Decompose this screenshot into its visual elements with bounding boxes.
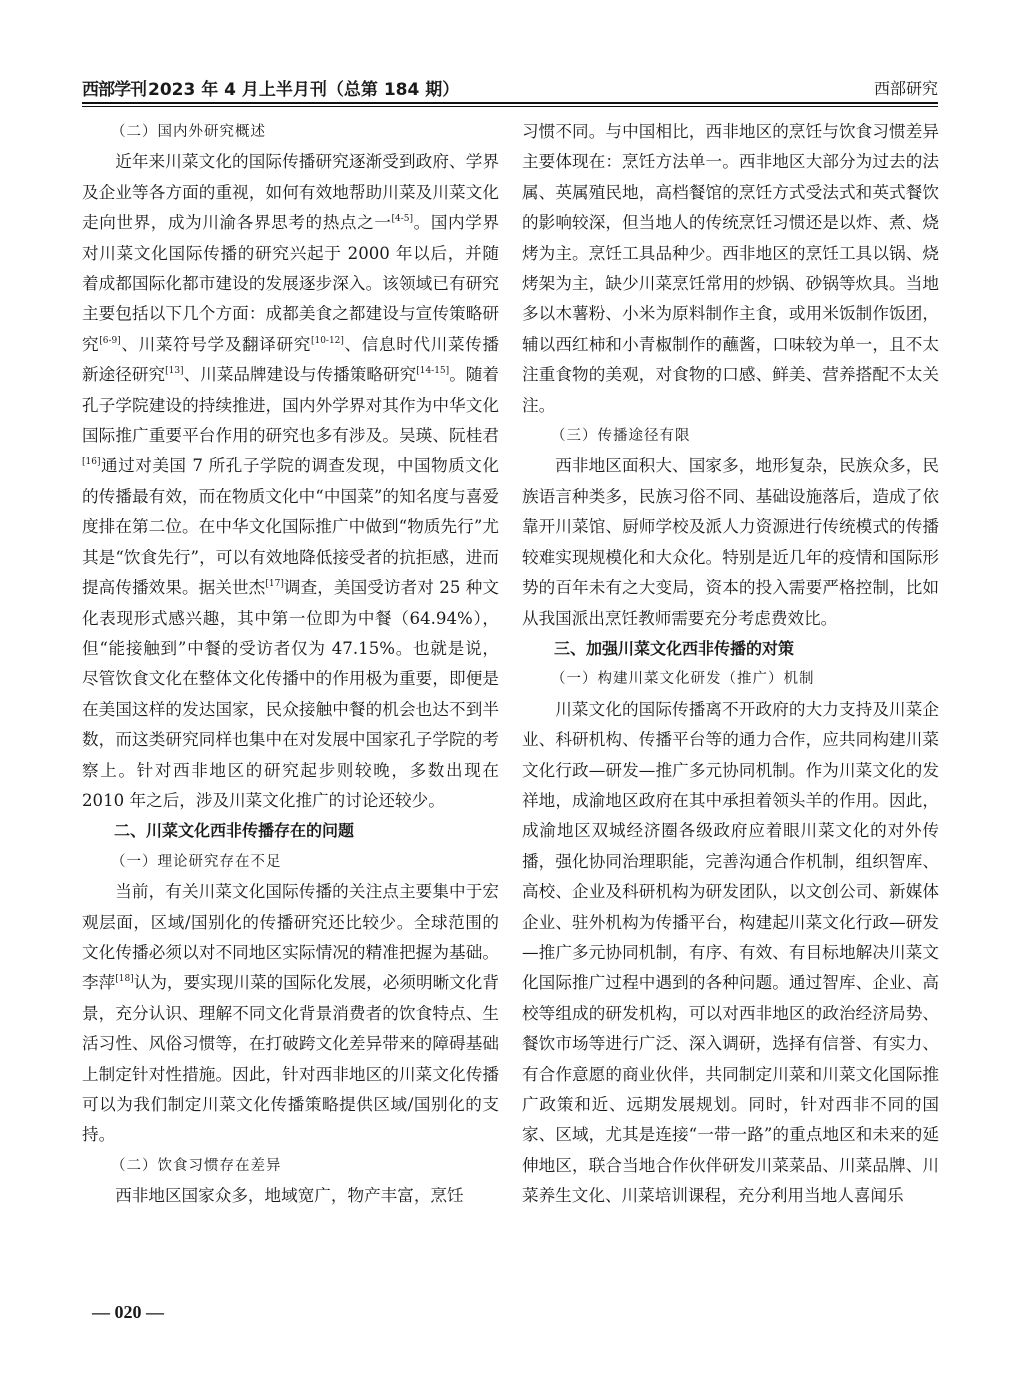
page-header <box>82 72 938 102</box>
page-number: — 020 — <box>92 1302 164 1322</box>
header-rule-thin <box>82 106 938 107</box>
citation: [16] <box>82 457 101 468</box>
citation: [4-5] <box>391 214 414 225</box>
header-left <box>82 75 459 100</box>
paragraph: 川菜文化的国际传播离不开政府的大力支持及川菜企业、科研机构、传播平台等的通力合作，应共同构建川菜文化行政—研发—推广多元协同机制。作为川菜文化的发祥地，成渝地区政府在其中承担着领头羊的作用。因此，成渝地区双城经济圈各级政府应着眼川菜文化的对外传播，强化协同治理职能，完善沟通合作机制，组织智库、高校、企业及科研机构为研发团队，以文创公司、新媒体企业、驻外机构为传播平台，构建起川菜文化行政—研发—推广多元协同机制，有序、有效、有目标地解决川菜文化国际推广过程中遇到的各种问题。通过智库、企业、高校等组成的研发机构，可以对西非地区的政治经济局势、餐饮市场等进行广泛、深入调研，选择有信誉、有实力、有合作意愿的商业伙伴，共同制定川菜和川菜文化国际推广政策和近、远期发展规划。同时，针对西非不同的国家、区域，尤其是连接“一带一路”的重点地区和未来的延伸地区，联合当地合作伙伴研发川菜菜品、川菜品牌、川菜养生文化、川菜培训课程，充分利用当地人喜闻乐 <box>522 699 939 1206</box>
header-rule <box>82 102 938 104</box>
paragraph: 西非地区国家众多，地域宽广，物产丰富，烹饪 <box>115 1186 464 1206</box>
paragraph-continued: 习惯不同。与中国相比，西非地区的烹饪与饮食习惯差异主要体现在：烹饪方法单一。西非地区大部分为过去的法属、英属殖民地，高档餐馆的烹饪方式受法式和英式餐饮的影响较深，但当地人的传统烹饪习惯还是以炸、煮、烧烤为主。烹饪工具品种少。西非地区的烹饪工具以锅、烧烤架为主，缺少川菜烹饪常用的炒锅、砂锅等炊具。当地多以木薯粉、小米为原料制作主食，或用米饭制作饭团，辅以西红柿和小青椒制作的蘸酱，口味较为单一，且不太注重食物的美观，对食物的口感、鲜美、营养搭配不太关注。 <box>522 122 939 415</box>
subsection-heading: （一）构建川菜文化研发（推广）机制 <box>551 671 815 688</box>
citation: [18] <box>115 974 134 985</box>
journal-logo: 西部学刊 <box>82 79 146 100</box>
paragraph: 西非地区面积大、国家多，地形复杂，民族众多，民族语言种类多，民族习俗不同、基础设施落后，造成了依靠开川菜馆、厨师学校及派人力资源进行传统模式的传播较难实现规模化和大众化。特别是近几年的疫情和国际形势的百年未有之大变局，资本的投入需要严格控制，比如从我国派出烹饪教师需要充分考虑费效比。 <box>522 456 939 628</box>
citation: [17] <box>265 579 284 590</box>
citation: [10-12] <box>310 335 344 346</box>
paragraph: 近年来川菜文化的国际传播研究逐渐受到政府、学界及企业等各方面的重视，如何有效地帮助川菜及川菜文化走向世界，成为川渝各界思考的热点之一[4-5]。国内学界对川菜文化国际传播的研究兴起于 2000 年以后，并随着成都国际化都市建设的发展逐步深入。该领域已有研究主要包括以下几个方面：成都美食之都建设与宣传策略研究[6-9]、川菜符号学及翻译研究[10-12]、信息时代川菜传播新途径研究[13]、川菜品牌建设与传播策略研究[14-15]。随着孔子学院建设的持续推进，国内外学界对其作为中华文化国际推广重要平台作用的研究也多有涉及。吴瑛、阮桂君[16]通过对美国 7 所孔子学院的调查发现，中国物质文化的传播最有效，而在物质文化中“中国菜”的知名度与喜爱度排在第二位。在中华文化国际推广中做到“物质先行”尤其是“饮食先行”，可以有效地降低接受者的抗拒感，进而提高传播效果。据关世杰[17]调查，美国受访者对 25 种文化表现形式感兴趣，其中第一位即为中餐（64.94%），但“能接触到”中餐的受访者仅为 47.15%。也就是说，尽管饮食文化在整体文化传播中的作用极为重要，即便是在美国这样的发达国家，民众接触中餐的机会也达不到半数，而这类研究同样也集中在对发展中国家孔子学院的考察上。针对西非地区的研究起步则较晚，多数出现在 2010 年之后，涉及川菜文化推广的讨论还较少。 <box>82 152 500 810</box>
section-title: 西部研究 <box>873 78 938 98</box>
citation: [13] <box>165 366 184 377</box>
subsection-heading: （二）国内外研究概述 <box>111 124 266 140</box>
section-heading: 三、加强川菜文化西非传播的对策 <box>554 638 795 658</box>
citation: [14-15] <box>416 366 450 377</box>
issue-info: 2023 年 4 月上半月刊（总第 184 期） <box>148 79 460 100</box>
section-heading: 二、川菜文化西非传播存在的问题 <box>114 821 355 841</box>
paragraph: 当前，有关川菜文化国际传播的关注点主要集中于宏观层面，区域/国别化的传播研究还比较少。全球范围的文化传播必须以对不同地区实际情况的精准把握为基础。李萍[18]认为，要实现川菜的国际化发展，必须明晰文化背景，充分认识、理解不同文化背景消费者的饮食特点、生活习性、风俗习惯等，在打破跨文化差异带来的障碍基础上制定针对性措施。因此，针对西非地区的川菜文化传播可以为我们制定川菜文化传播策略提供区域/国别化的支持。 <box>82 882 500 1145</box>
subsection-heading: （二）饮食习惯存在差异 <box>111 1157 282 1174</box>
subsection-heading: （一）理论研究存在不足 <box>111 853 282 870</box>
right-column <box>522 117 939 1212</box>
citation: [6-9] <box>99 335 121 346</box>
left-column <box>82 117 499 1212</box>
subsection-heading: （三）传播途径有限 <box>551 428 691 445</box>
